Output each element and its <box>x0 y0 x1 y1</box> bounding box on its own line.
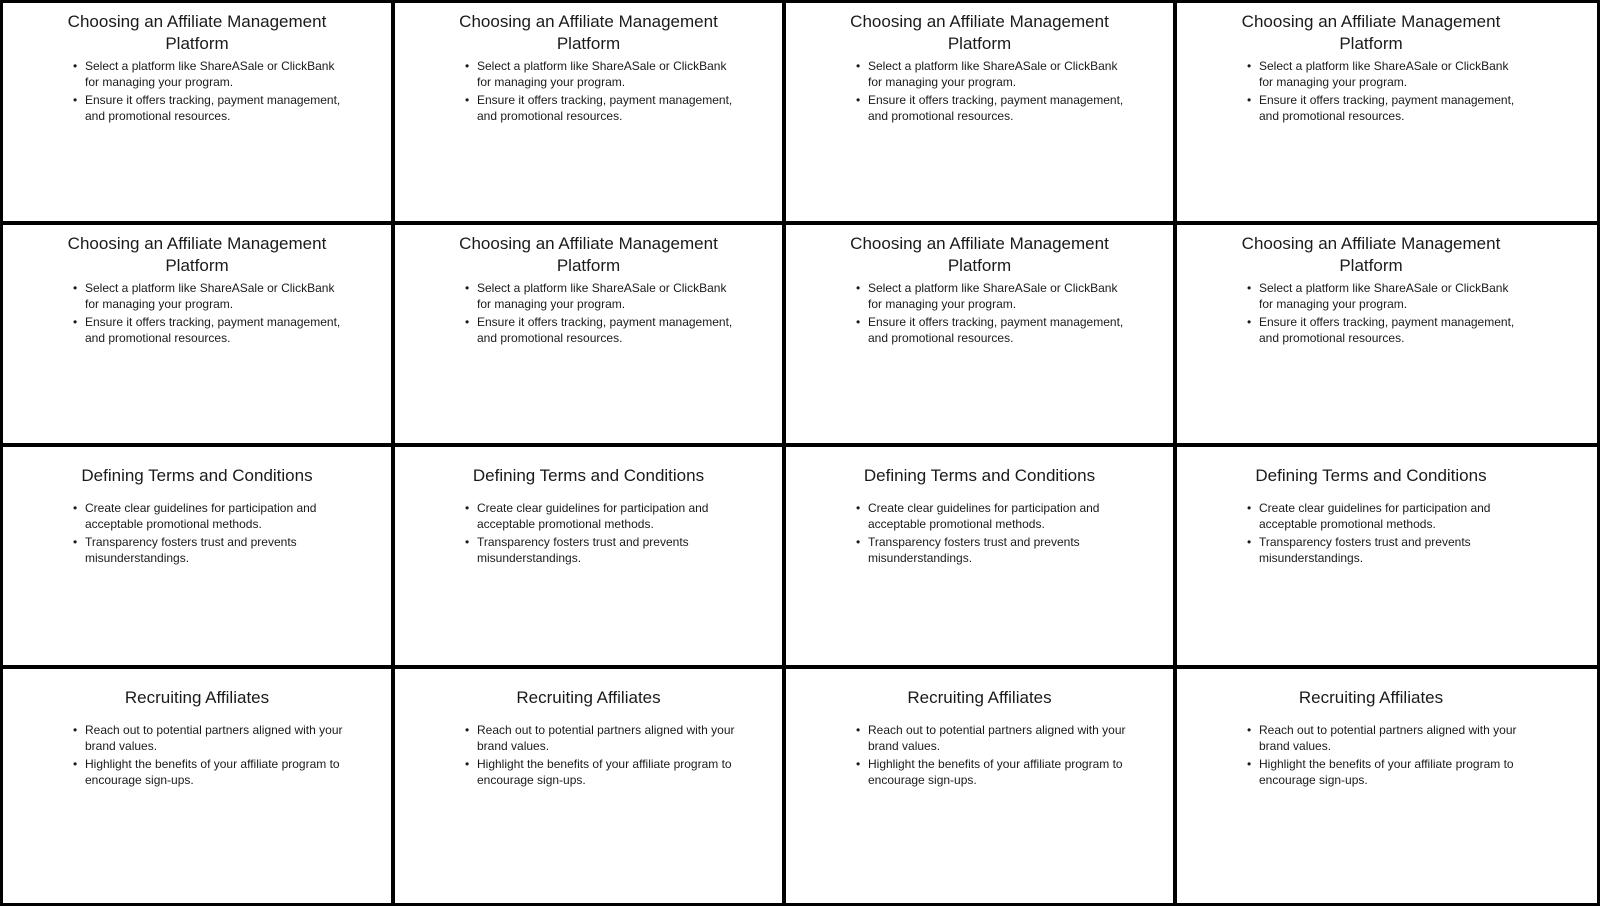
bullet-item: • Highlight the benefits of your affiliate program to encourage sign-ups. <box>73 757 340 787</box>
bullet-list <box>1247 500 1517 568</box>
slide-title: Defining Terms and Conditions <box>863 466 1096 485</box>
bullet-list <box>465 58 735 126</box>
bullet-item: • Select a platform like ShareASale or ClickBank for managing your program. <box>465 281 727 311</box>
bullet-item: • Create clear guidelines for participation and acceptable promotional methods. <box>1247 501 1491 531</box>
bullet-item: • Select a platform like ShareASale or ClickBank for managing your program. <box>73 59 335 89</box>
slide-thumbnail[interactable] <box>395 669 782 903</box>
slide-thumbnail[interactable] <box>3 3 391 221</box>
bullet-item: • Select a platform like ShareASale or ClickBank for managing your program. <box>856 59 1118 89</box>
bullet-item: • Transparency fosters trust and prevents misunderstandings. <box>1247 535 1471 565</box>
slide-title: Recruiting Affiliates <box>516 688 661 707</box>
bullet-item: • Highlight the benefits of your affiliate program to encourage sign-ups. <box>856 757 1123 787</box>
bullet-item: • Transparency fosters trust and prevents misunderstandings. <box>465 535 689 565</box>
slide-title: Defining Terms and Conditions <box>81 466 313 485</box>
bullet-item: • Select a platform like ShareASale or ClickBank for managing your program. <box>1247 281 1509 311</box>
bullet-item: • Create clear guidelines for participation and acceptable promotional methods. <box>73 501 317 531</box>
slide-thumbnail[interactable] <box>395 225 782 443</box>
bullet-item: • Create clear guidelines for participation and acceptable promotional methods. <box>856 501 1100 531</box>
bullet-list <box>856 722 1126 790</box>
slide-thumbnail[interactable] <box>395 3 782 221</box>
slide-thumbnail[interactable] <box>786 669 1173 903</box>
slide-thumbnail[interactable] <box>786 3 1173 221</box>
slide-title: Choosing an Affiliate Management Platform <box>459 12 718 53</box>
bullet-item: • Select a platform like ShareASale or ClickBank for managing your program. <box>73 281 335 311</box>
bullet-item: • Transparency fosters trust and prevents misunderstandings. <box>856 535 1080 565</box>
bullet-item: • Select a platform like ShareASale or ClickBank for managing your program. <box>856 281 1118 311</box>
bullet-item: • Ensure it offers tracking, payment management, and promotional resources. <box>856 315 1124 345</box>
bullet-item: • Select a platform like ShareASale or ClickBank for managing your program. <box>465 59 727 89</box>
bullet-item: • Ensure it offers tracking, payment management, and promotional resources. <box>1247 315 1515 345</box>
bullet-item: • Ensure it offers tracking, payment management, and promotional resources. <box>465 93 733 123</box>
slide-title: Choosing an Affiliate Management Platform <box>1241 234 1501 275</box>
bullet-item: • Ensure it offers tracking, payment management, and promotional resources. <box>465 315 733 345</box>
bullet-list <box>465 500 735 568</box>
slide-title: Recruiting Affiliates <box>907 688 1052 707</box>
bullet-list <box>465 280 735 348</box>
slide-title: Choosing an Affiliate Management Platform <box>67 12 327 53</box>
slide-title: Choosing an Affiliate Management Platform <box>459 234 718 275</box>
bullet-item: • Create clear guidelines for participation and acceptable promotional methods. <box>465 501 709 531</box>
bullet-item: • Ensure it offers tracking, payment management, and promotional resources. <box>73 315 341 345</box>
bullet-list <box>1247 722 1517 790</box>
bullet-list <box>73 722 343 790</box>
slide-title: Choosing an Affiliate Management Platform <box>1241 12 1501 53</box>
slide-thumbnail[interactable] <box>1177 3 1597 221</box>
bullet-item: • Ensure it offers tracking, payment management, and promotional resources. <box>856 93 1124 123</box>
slide-thumbnail[interactable] <box>3 669 391 903</box>
slide-title: Choosing an Affiliate Management Platform <box>850 234 1109 275</box>
bullet-list <box>856 500 1126 568</box>
slide-title: Recruiting Affiliates <box>124 688 270 707</box>
bullet-list <box>465 722 735 790</box>
bullet-item: • Reach out to potential partners aligned with your brand values. <box>1247 723 1517 753</box>
bullet-list <box>73 280 343 348</box>
bullet-item: • Transparency fosters trust and prevents misunderstandings. <box>73 535 297 565</box>
bullet-item: • Highlight the benefits of your affiliate program to encourage sign-ups. <box>465 757 732 787</box>
bullet-item: • Reach out to potential partners aligned with your brand values. <box>856 723 1126 753</box>
slide-title: Choosing an Affiliate Management Platform <box>67 234 327 275</box>
slide-title: Choosing an Affiliate Management Platform <box>850 12 1109 53</box>
bullet-list <box>1247 280 1517 348</box>
slide-title: Recruiting Affiliates <box>1298 688 1444 707</box>
slide-title: Defining Terms and Conditions <box>1255 466 1487 485</box>
slide-thumbnail[interactable] <box>786 225 1173 443</box>
slide-thumbnail[interactable] <box>1177 447 1597 665</box>
bullet-list <box>73 500 343 568</box>
slide-thumbnail[interactable] <box>395 447 782 665</box>
slide-thumbnail[interactable] <box>786 447 1173 665</box>
bullet-item: • Ensure it offers tracking, payment management, and promotional resources. <box>73 93 341 123</box>
slide-title: Defining Terms and Conditions <box>472 466 705 485</box>
bullet-item: • Reach out to potential partners aligned with your brand values. <box>465 723 735 753</box>
bullet-list <box>856 280 1126 348</box>
bullet-item: • Ensure it offers tracking, payment management, and promotional resources. <box>1247 93 1515 123</box>
slide-thumbnail[interactable] <box>1177 225 1597 443</box>
bullet-item: • Select a platform like ShareASale or ClickBank for managing your program. <box>1247 59 1509 89</box>
bullet-item: • Highlight the benefits of your affiliate program to encourage sign-ups. <box>1247 757 1514 787</box>
slide-thumbnail[interactable] <box>3 447 391 665</box>
bullet-list <box>73 58 343 126</box>
slide-thumbnail[interactable] <box>1177 669 1597 903</box>
slide-thumbnail[interactable] <box>3 225 391 443</box>
bullet-list <box>856 58 1126 126</box>
bullet-item: • Reach out to potential partners aligned with your brand values. <box>73 723 343 753</box>
bullet-list <box>1247 58 1517 126</box>
